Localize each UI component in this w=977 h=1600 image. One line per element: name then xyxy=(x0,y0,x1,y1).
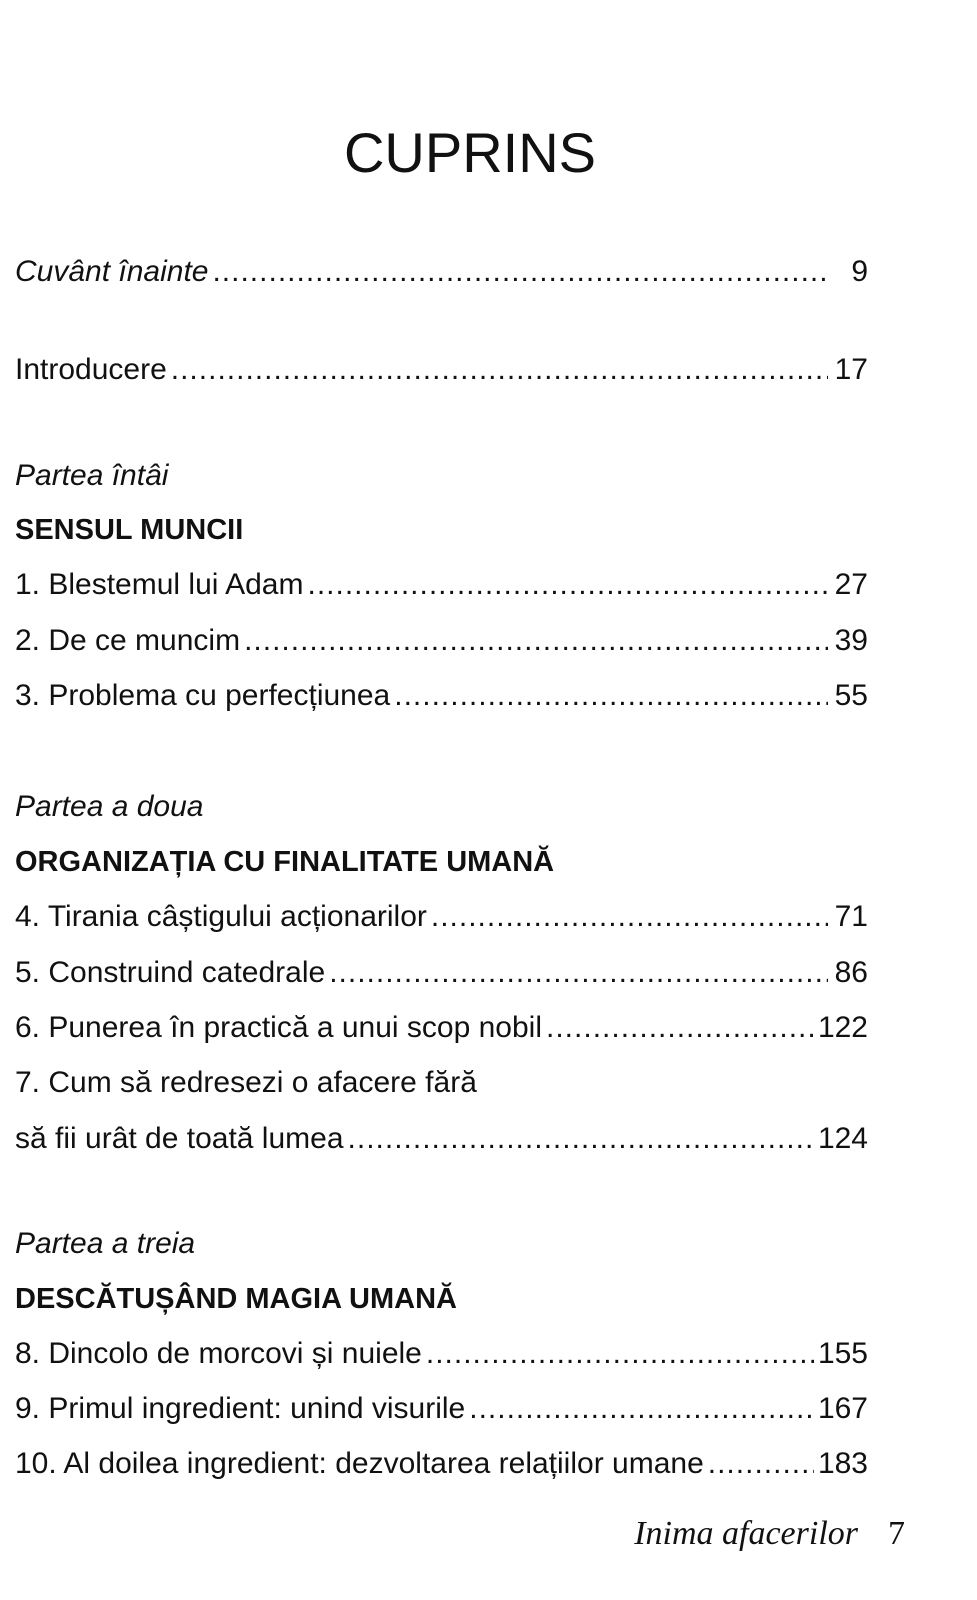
toc-entry-label: 4. Tirania câștigului acționarilor xyxy=(15,900,427,933)
toc-entry-page: 39 xyxy=(834,624,868,657)
toc-entry-label: 6. Punerea în practică a unui scop nobil xyxy=(15,1011,543,1044)
toc-entry-label: 10. Al doilea ingredient: dezvoltarea relațiilor umane xyxy=(15,1447,704,1480)
dot-leader xyxy=(394,678,828,714)
toc-entry-chapter-1 xyxy=(15,567,868,603)
toc-entry-chapter-4 xyxy=(15,899,868,935)
toc-entry-chapter-8 xyxy=(15,1336,868,1372)
part-title: SENSUL MUNCII xyxy=(15,514,244,546)
toc-entry-chapter-7-line-1: 7. Cum să redresezi o afacere fără xyxy=(15,1066,477,1099)
toc-entry-label: 9. Primul ingredient: unind visurile xyxy=(15,1392,466,1425)
dot-leader xyxy=(348,1121,814,1157)
dot-leader xyxy=(431,899,828,935)
toc-entry-label: 3. Problema cu perfecțiunea xyxy=(15,679,391,712)
toc-entry-chapter-6 xyxy=(15,1010,868,1046)
toc-entry-page: 124 xyxy=(817,1122,868,1155)
toc-entry-label: Introducere xyxy=(15,353,167,386)
part-label: Partea a doua xyxy=(15,790,204,823)
dot-leader xyxy=(212,254,828,290)
toc-entry-page: 27 xyxy=(834,568,868,601)
part-title: DESCĂTUȘÂND MAGIA UMANĂ xyxy=(15,1283,457,1315)
toc-entry-label: Cuvânt înainte xyxy=(15,255,209,288)
toc-entry-page: 55 xyxy=(834,679,868,712)
dot-leader xyxy=(426,1336,814,1372)
toc-entry-chapter-9 xyxy=(15,1391,868,1427)
toc-entry-page: 183 xyxy=(817,1447,868,1480)
part-title: ORGANIZAȚIA CU FINALITATE UMANĂ xyxy=(15,846,555,878)
toc-entry-page: 9 xyxy=(851,255,868,288)
toc-entry-chapter-7 xyxy=(15,1121,868,1157)
toc-entry-foreword xyxy=(15,254,868,290)
toc-entry-chapter-3 xyxy=(15,678,868,714)
dot-leader xyxy=(546,1010,814,1046)
part-label: Partea întâi xyxy=(15,459,169,492)
dot-leader xyxy=(708,1446,814,1482)
toc-entry-introduction xyxy=(15,352,868,388)
toc-entry-label: să fii urât de toată lumea xyxy=(15,1122,344,1155)
toc-entry-page: 122 xyxy=(817,1011,868,1044)
toc-entry-page: 155 xyxy=(817,1337,868,1370)
toc-entry-chapter-5 xyxy=(15,955,868,991)
dot-leader xyxy=(307,567,828,603)
dot-leader xyxy=(171,352,828,388)
toc-entry-page: 86 xyxy=(834,956,868,989)
toc-entry-label: 5. Construind catedrale xyxy=(15,956,326,989)
dot-leader xyxy=(244,623,828,659)
part-label: Partea a treia xyxy=(15,1227,196,1260)
page-title: CUPRINS xyxy=(343,120,597,184)
toc-entry-page: 167 xyxy=(817,1392,868,1425)
page-number: 7 xyxy=(888,1515,905,1552)
page-footer xyxy=(634,1515,905,1553)
toc-entry-page: 17 xyxy=(834,353,868,386)
toc-entry-label: 2. De ce muncim xyxy=(15,624,241,657)
toc-entry-chapter-10 xyxy=(15,1446,868,1482)
toc-entry-chapter-2 xyxy=(15,623,868,659)
running-title: Inima afacerilor xyxy=(634,1515,858,1552)
dot-leader xyxy=(329,955,828,991)
dot-leader xyxy=(469,1391,814,1427)
toc-entry-label: 8. Dincolo de morcovi și nuiele xyxy=(15,1337,422,1370)
toc-entry-page: 71 xyxy=(834,900,868,933)
toc-entry-label: 1. Blestemul lui Adam xyxy=(15,568,304,601)
